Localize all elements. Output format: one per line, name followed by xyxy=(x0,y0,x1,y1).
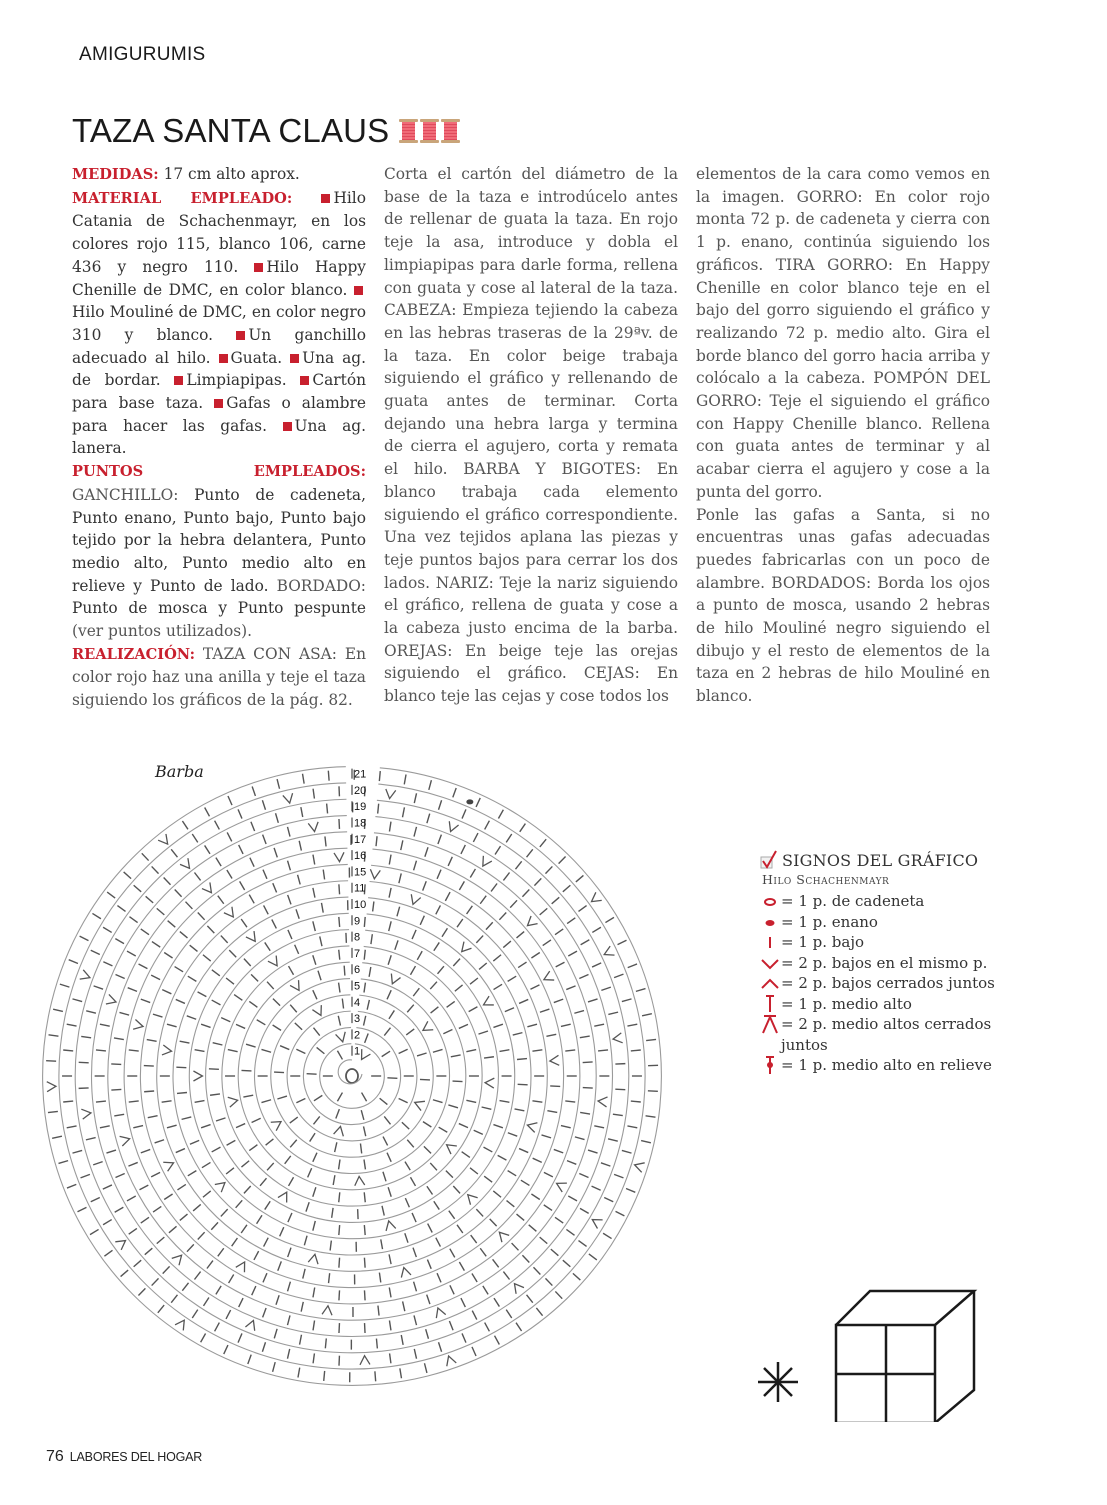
legend-subtitle: Hilo Schachenmayr xyxy=(762,872,890,887)
realizacion-label: REALIZACIÓN: xyxy=(72,645,195,663)
svg-text:8: 8 xyxy=(354,931,361,944)
difficulty-rating xyxy=(399,119,460,143)
material-label: MATERIAL EMPLEADO: xyxy=(72,189,293,207)
svg-text:15: 15 xyxy=(354,866,367,879)
barba-chart xyxy=(0,740,720,1430)
legend-item-label: = 1 p. medio alto xyxy=(781,994,912,1013)
bullet-square-icon xyxy=(254,263,263,272)
bullet-square-icon xyxy=(236,331,245,340)
svg-text:5: 5 xyxy=(354,980,361,993)
material-paragraph xyxy=(72,187,366,460)
magazine-name: LABORES DEL HOGAR xyxy=(69,1450,203,1464)
legend-item-label: = 1 p. enano xyxy=(781,912,878,931)
svg-text:18: 18 xyxy=(354,817,367,830)
material-item: Hilo Happy Chenille de DMC, en color blanco. xyxy=(72,257,366,299)
svg-text:6: 6 xyxy=(354,964,361,977)
svg-text:7: 7 xyxy=(354,947,361,960)
material-item: Guata. xyxy=(230,348,291,367)
column-1 xyxy=(72,163,366,712)
legend-item-label: = 2 p. bajos cerrados juntos xyxy=(781,974,995,992)
svg-text:4: 4 xyxy=(354,996,361,1009)
puntos-paragraph: PUNTOS EMPLEADOS: GANCHILLO: Punto de cadeneta, Punto enano, Punto bajo, Punto bajo tejido por la hebra delantera, Punto medio alto, Punto medio alto en relieve y Punto de lado. BORDADO: Punto de mosca y Punto pespunte (ver puntos utilizados). xyxy=(72,463,366,641)
column-2 xyxy=(384,163,678,712)
svg-text:1: 1 xyxy=(354,1045,361,1058)
svg-text:20: 20 xyxy=(354,784,367,797)
spool-icon xyxy=(441,119,460,143)
hdc-decrease-icon xyxy=(760,1014,780,1034)
legend-items xyxy=(760,891,1020,1076)
legend-item-label: = 1 p. bajo xyxy=(781,933,865,951)
svg-text:3: 3 xyxy=(354,1013,361,1026)
round-chart-diagram xyxy=(0,740,720,1430)
section-label: AMIGURUMIS xyxy=(79,44,206,65)
material-item: Una ag. de bordar. xyxy=(72,348,367,390)
instructions-paragraph: Corta el cartón del diámetro de la base de la taza e introdúcelo antes de rellenar de guata la taza. En rojo teje la asa, introduce y dobla el limpiapipas para darle forma, rellena con guata y cose al lateral de la taza. CABEZA: Empieza tejiendo la cabeza en las hebras traseras de la 29ªv. de la taza. En color beige trabaja siguiendo el gráfico y rellenando de guata antes de terminar. Corta dejando una hebra larga y termina de cierra el agujero, corta y remata el hilo. BARBA Y BIGOTES: En blanco trabaja cada elemento siguiendo el gráfico correspondiente. Una vez tejidos aplana las piezas y teje puntos bajos para cerrar los dos lados. NARIZ: Teje la nariz siguiendo el gráfico, rellena de guata y cose a la cabeza justo encima de la barba. OREJAS: En beige teje las orejas siguiendo el gráfico. CEJAS: En blanco teje las cejas y cose todos los xyxy=(384,165,678,706)
increase-v-icon xyxy=(760,953,780,973)
material-list xyxy=(72,189,366,458)
page-footer xyxy=(46,1448,202,1466)
material-item: Limpiapipas. xyxy=(186,371,301,390)
medidas-paragraph: MEDIDAS: 17 cm alto aprox. xyxy=(72,165,300,183)
title-row xyxy=(72,112,460,150)
instructions-paragraph: elementos de la cara como vemos en la imagen. GORRO: En color rojo monta 72 p. de cadeneta y cierra con 1 p. enano, continúa siguiendo los gráficos. TIRA GORRO: En Happy Chenille en color blanco teje en el bajo del gorro siguiendo el gráfico y realizando 72 p. medio alto. Gira el borde blanco del gorro hacia arriba y colócalo a la cabeza. POMPÓN DEL GORRO: Teje el siguiendo el gráfico con Happy Chenille blanco. Rellena con guata antes de terminar y al acabar cierra el agujero y cose a la punta del gorro. xyxy=(696,165,990,501)
svg-text:19: 19 xyxy=(354,801,367,814)
medidas-label: MEDIDAS: xyxy=(72,166,159,183)
legend-item-label: = 1 p. medio alto en relieve xyxy=(781,1056,992,1074)
half-double-crochet-icon xyxy=(760,994,780,1014)
svg-text:17: 17 xyxy=(354,833,367,846)
svg-text:10: 10 xyxy=(354,899,367,911)
legend-item xyxy=(760,912,1020,933)
puntos-label: PUNTOS EMPLEADOS: xyxy=(72,463,366,481)
legend-item-label: = 2 p. bajos en el mismo p. xyxy=(781,953,988,972)
bullet-square-icon xyxy=(219,354,228,363)
material-item: Hilo Mouliné de DMC, en color negro 310 y blanco. xyxy=(72,303,366,344)
svg-text:21: 21 xyxy=(354,768,367,781)
material-item: Gafas o alambre para hacer las gafas. xyxy=(72,394,366,435)
spool-icon xyxy=(399,119,418,143)
bullet-square-icon xyxy=(290,354,299,363)
single-crochet-bar-icon xyxy=(760,932,780,952)
decorative-cube-icon xyxy=(752,1282,982,1422)
chart-legend xyxy=(760,850,1020,1076)
material-item: Hilo Catania de Schachenmayr, en los colores rojo 115, blanco 106, carne 436 y negro 110. xyxy=(72,188,366,276)
legend-item xyxy=(760,994,1020,1015)
material-item: Una ag. lanera. xyxy=(72,416,366,458)
svg-text:2: 2 xyxy=(354,1029,361,1042)
legend-item xyxy=(760,953,1020,974)
chart-title: Barba xyxy=(155,762,204,781)
bullet-square-icon xyxy=(174,376,183,385)
legend-item-label: = 2 p. medio altos cerrados juntos xyxy=(781,1015,992,1054)
svg-text:9: 9 xyxy=(354,915,361,928)
material-item: Un ganchillo adecuado al hilo. xyxy=(72,325,366,367)
bullet-square-icon xyxy=(321,194,330,203)
checkmark-icon xyxy=(760,850,778,870)
decrease-caret-icon xyxy=(760,973,780,993)
legend-item xyxy=(760,1014,1020,1055)
column-3 xyxy=(696,163,990,712)
spool-icon xyxy=(420,119,439,143)
material-item: Cartón para base taza. xyxy=(72,371,366,413)
bullet-square-icon xyxy=(354,286,363,295)
bullet-square-icon xyxy=(300,376,309,385)
article-body xyxy=(72,163,1072,712)
instructions-paragraph: Ponle las gafas a Santa, si no encuentras unas gafas adecuadas puedes fabricarlas con un poco de alambre. BORDADOS: Borda los ojos a punto de mosca, usando 2 hebras de hilo Mouliné negro siguiendo el dibujo y el resto de elementos de la taza en 2 hebras de hilo Mouliné en blanco. xyxy=(696,505,990,706)
page-number: 76 xyxy=(46,1448,64,1465)
legend-title: SIGNOS DEL GRÁFICO xyxy=(782,850,979,870)
svg-text:16: 16 xyxy=(354,850,367,863)
legend-item xyxy=(760,891,1020,912)
legend-item xyxy=(760,932,1020,953)
legend-header xyxy=(760,850,1020,870)
page-title: TAZA SANTA CLAUS xyxy=(72,112,390,149)
legend-item xyxy=(760,1055,1020,1076)
slip-stitch-dot-icon xyxy=(760,912,780,932)
legend-item-label: = 1 p. de cadeneta xyxy=(781,892,925,910)
chain-oval-icon xyxy=(760,891,780,911)
hdc-relief-icon xyxy=(760,1055,780,1075)
bullet-square-icon xyxy=(283,422,292,431)
svg-text:11: 11 xyxy=(354,882,366,895)
realizacion-paragraph: REALIZACIÓN: TAZA CON ASA: En color rojo haz una anilla y teje el taza siguiendo los gráficos de la pág. 82. xyxy=(72,644,366,710)
legend-item xyxy=(760,973,1020,994)
bullet-square-icon xyxy=(214,399,223,408)
